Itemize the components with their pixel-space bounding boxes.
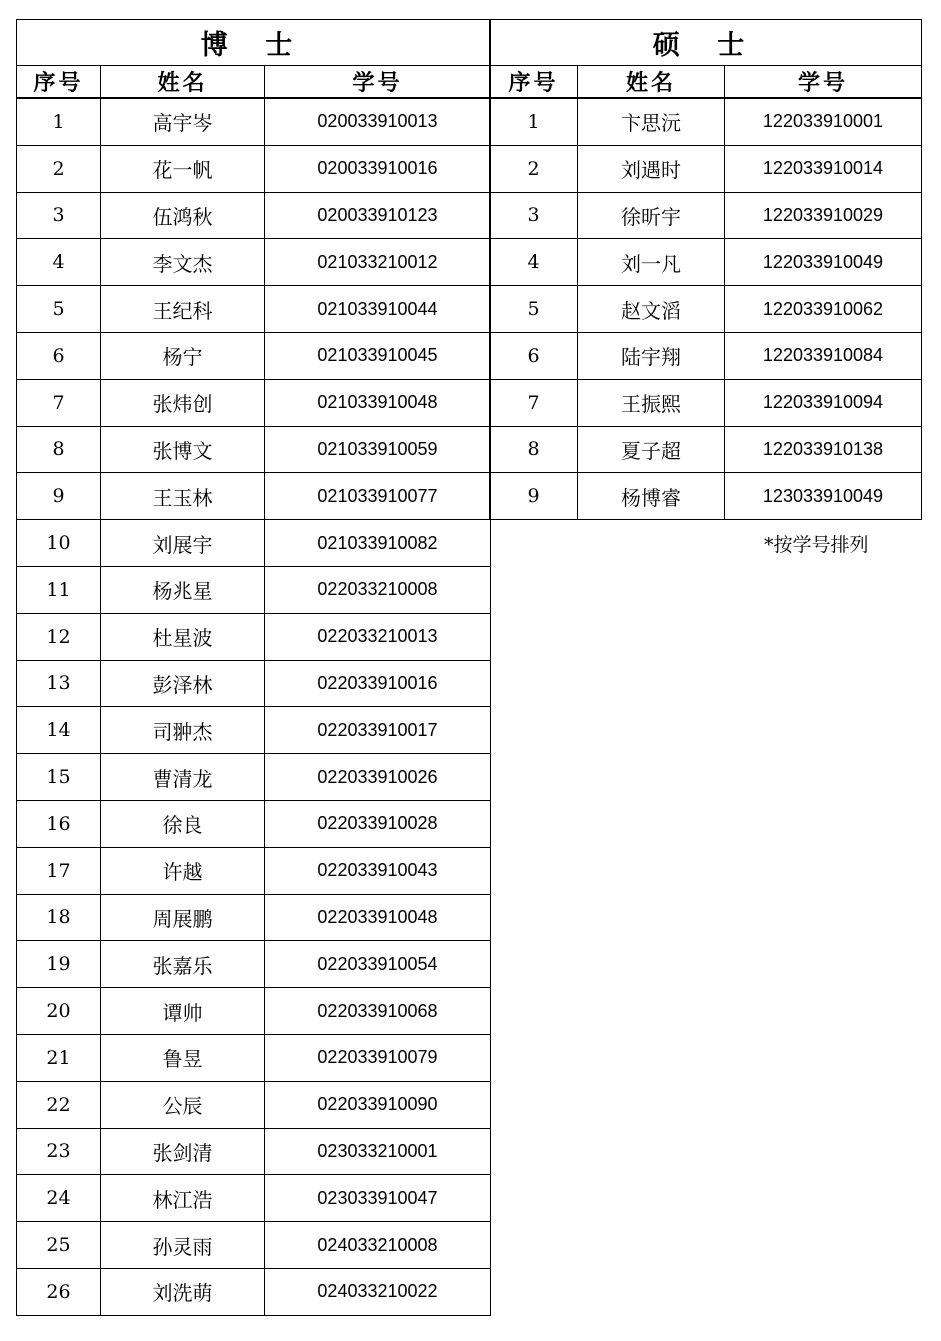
table-row [17,145,491,192]
masters-header-id: 学号 [725,66,922,99]
row-name: 张博文 [101,426,265,473]
table-row [17,1268,491,1315]
row-name: 高宇岑 [101,98,265,145]
row-student-id: 022033910054 [265,941,491,988]
row-name: 王玉林 [101,473,265,520]
row-student-id: 021033910048 [265,379,491,426]
row-name: 司翀杰 [101,707,265,754]
row-student-id: 022033910026 [265,754,491,801]
table-row [17,473,491,520]
row-name: 彭泽林 [101,660,265,707]
row-student-id: 020033910016 [265,145,491,192]
row-seq: 21 [17,1034,101,1081]
table-row [17,988,491,1035]
masters-header-seq: 序号 [490,66,578,99]
row-seq: 13 [17,660,101,707]
row-seq: 18 [17,894,101,941]
row-seq: 19 [17,941,101,988]
row-name: 花一帆 [101,145,265,192]
row-name: 张嘉乐 [101,941,265,988]
masters-table [489,19,922,520]
table-row [490,426,922,473]
row-name: 夏子超 [578,426,725,473]
table-row [17,239,491,286]
row-name: 周展鹏 [101,894,265,941]
row-student-id: 022033910090 [265,1081,491,1128]
phd-header-seq: 序号 [17,66,101,99]
table-row [490,98,922,145]
table-row [17,1175,491,1222]
row-name: 许越 [101,847,265,894]
table-row [17,941,491,988]
row-seq: 5 [17,286,101,333]
row-seq: 2 [17,145,101,192]
row-seq: 14 [17,707,101,754]
row-student-id: 024033210008 [265,1222,491,1269]
row-student-id: 021033910044 [265,286,491,333]
row-seq: 7 [490,379,578,426]
row-name: 杨博睿 [578,473,725,520]
row-student-id: 020033910013 [265,98,491,145]
row-student-id: 022033910068 [265,988,491,1035]
row-seq: 5 [490,286,578,333]
row-name: 王纪科 [101,286,265,333]
row-name: 徐昕宇 [578,192,725,239]
row-seq: 4 [490,239,578,286]
row-student-id: 022033210008 [265,566,491,613]
row-student-id: 022033210013 [265,613,491,660]
row-seq: 8 [490,426,578,473]
row-name: 曹清龙 [101,754,265,801]
phd-rows [17,98,491,1315]
row-student-id: 022033910028 [265,800,491,847]
row-seq: 7 [17,379,101,426]
masters-rows [490,98,922,520]
row-seq: 12 [17,613,101,660]
row-name: 张炜创 [101,379,265,426]
table-row [17,1222,491,1269]
table-row [490,379,922,426]
row-seq: 23 [17,1128,101,1175]
phd-header-name: 姓名 [101,66,265,99]
row-student-id: 122033910029 [725,192,922,239]
table-row [17,1128,491,1175]
row-student-id: 022033910048 [265,894,491,941]
table-row [490,145,922,192]
row-seq: 3 [490,192,578,239]
row-student-id: 022033910079 [265,1034,491,1081]
row-seq: 4 [17,239,101,286]
row-name: 李文杰 [101,239,265,286]
row-student-id: 021033910082 [265,520,491,567]
row-student-id: 122033910094 [725,379,922,426]
table-row [17,192,491,239]
row-student-id: 022033910017 [265,707,491,754]
row-seq: 2 [490,145,578,192]
table-row [17,847,491,894]
table-row [490,286,922,333]
row-seq: 8 [17,426,101,473]
row-name: 刘一凡 [578,239,725,286]
table-row [17,426,491,473]
row-student-id: 122033910062 [725,286,922,333]
row-name: 张剑清 [101,1128,265,1175]
masters-title: 硕 士 [490,20,922,66]
row-seq: 15 [17,754,101,801]
row-seq: 24 [17,1175,101,1222]
row-name: 刘洗萌 [101,1268,265,1315]
row-student-id: 023033210001 [265,1128,491,1175]
table-row [17,379,491,426]
phd-title: 博 士 [17,20,491,66]
row-student-id: 020033910123 [265,192,491,239]
row-name: 徐良 [101,800,265,847]
row-student-id: 021033210012 [265,239,491,286]
table-row [17,98,491,145]
row-name: 王振熙 [578,379,725,426]
row-seq: 6 [490,332,578,379]
row-name: 刘遇时 [578,145,725,192]
row-student-id: 122033910049 [725,239,922,286]
row-name: 伍鸿秋 [101,192,265,239]
row-name: 杨宁 [101,332,265,379]
row-name: 陆宇翔 [578,332,725,379]
sort-note: *按学号排列 [764,534,869,556]
table-row [17,613,491,660]
table-row [17,754,491,801]
row-student-id: 021033910077 [265,473,491,520]
table-row [17,707,491,754]
row-name: 鲁昱 [101,1034,265,1081]
row-name: 林江浩 [101,1175,265,1222]
row-seq: 17 [17,847,101,894]
row-seq: 20 [17,988,101,1035]
row-student-id: 023033910047 [265,1175,491,1222]
row-student-id: 123033910049 [725,473,922,520]
row-name: 孙灵雨 [101,1222,265,1269]
row-name: 谭帅 [101,988,265,1035]
table-row [490,332,922,379]
row-seq: 9 [17,473,101,520]
table-row [17,566,491,613]
row-student-id: 122033910014 [725,145,922,192]
row-seq: 1 [490,98,578,145]
row-student-id: 021033910059 [265,426,491,473]
table-row [17,1081,491,1128]
row-seq: 6 [17,332,101,379]
row-student-id: 022033910016 [265,660,491,707]
row-seq: 26 [17,1268,101,1315]
phd-header-id: 学号 [265,66,491,99]
row-student-id: 021033910045 [265,332,491,379]
row-student-id: 122033910001 [725,98,922,145]
table-row [17,332,491,379]
row-name: 卞思沅 [578,98,725,145]
row-seq: 16 [17,800,101,847]
row-seq: 10 [17,520,101,567]
row-seq: 9 [490,473,578,520]
row-name: 刘展宇 [101,520,265,567]
row-student-id: 024033210022 [265,1268,491,1315]
row-student-id: 122033910084 [725,332,922,379]
row-seq: 11 [17,566,101,613]
row-seq: 25 [17,1222,101,1269]
phd-table [16,19,491,1316]
table-row [17,520,491,567]
row-name: 杜星波 [101,613,265,660]
table-row [490,192,922,239]
table-row [17,1034,491,1081]
table-row [17,894,491,941]
table-row [17,286,491,333]
row-seq: 3 [17,192,101,239]
row-seq: 22 [17,1081,101,1128]
table-row [17,660,491,707]
table-row [490,239,922,286]
row-name: 杨兆星 [101,566,265,613]
row-name: 赵文滔 [578,286,725,333]
table-row [490,473,922,520]
masters-header-name: 姓名 [578,66,725,99]
row-student-id: 022033910043 [265,847,491,894]
row-student-id: 122033910138 [725,426,922,473]
table-row [17,800,491,847]
row-name: 公辰 [101,1081,265,1128]
row-seq: 1 [17,98,101,145]
